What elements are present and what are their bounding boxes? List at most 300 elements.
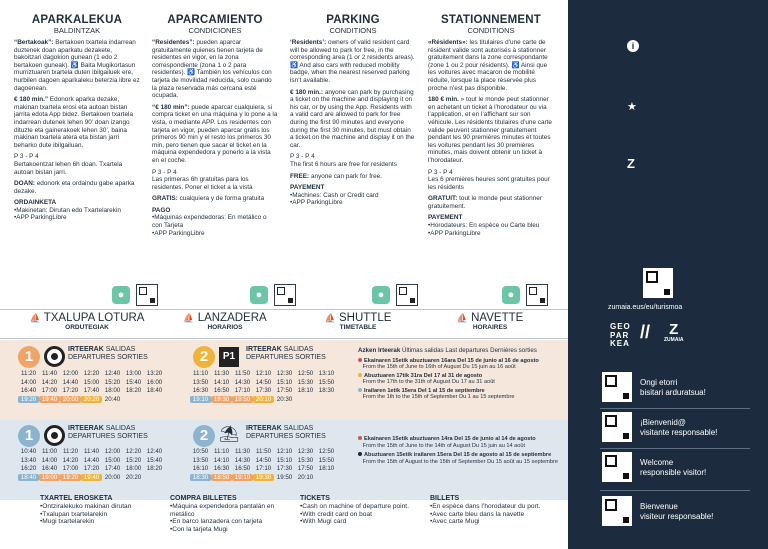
departure-time: 14:40 [83, 456, 100, 464]
departure-time: 17:10 [255, 465, 272, 473]
column-title: APARCAMIENTO [167, 14, 263, 26]
departure-time: 12:00 [104, 448, 121, 455]
column-subtitle: CONDICIONES [188, 26, 242, 35]
departures-en: DEPARTURES [246, 433, 294, 440]
departure-time [144, 396, 165, 404]
departure-times-grid [190, 448, 337, 481]
departure-time: 16:50 [213, 387, 230, 395]
paid-text: Edonork aparka dezake, makinan txartela erosi eta autoan bistan jarrita edota App bidez. Bertakoen txartela indarrean dutenek lehen 90’ doan izango dituzte eta gainerakoek lehen 30’, baina makinan txartela atera eta bistan jarri beharko dute ibilgailuan. [14, 96, 134, 149]
departure-time: 15:00 [83, 378, 100, 386]
qr-code-icon[interactable] [602, 452, 632, 482]
departure-time: 18:40 [146, 387, 163, 395]
departures-en: DEPARTURES [246, 354, 294, 361]
departure-time: 19:20 [18, 396, 39, 404]
contact-label: Oficina de Turismo [644, 177, 699, 184]
period-en: From the 15th of June to the 14th of August [362, 442, 471, 449]
boat-icon: ⛵ [324, 313, 336, 323]
column-title: APARKALEKUA [31, 14, 123, 26]
contact-label: stationnement [644, 75, 685, 82]
welcome-line: Bienvenue [640, 502, 678, 511]
column-english [290, 14, 416, 207]
contact-label: Emergency [644, 233, 677, 240]
timetable-header-spanish [165, 312, 285, 332]
departure-time: 18:40 [18, 474, 39, 482]
period-item [358, 358, 566, 371]
paid-label: € 180 min.” [14, 96, 49, 104]
period-eu: Ekainaren 15etik abuztuaren 14ra [364, 436, 453, 442]
p3-p4-text: Las primeras 6h gratuitas para los residentes. Poner el ticket a la vista [152, 176, 253, 191]
departure-time: 17:40 [83, 387, 100, 395]
geopark-logo-text: PAR [610, 330, 630, 340]
departure-time: 13:00 [125, 370, 142, 377]
header-subtitle: HORAIRES [472, 324, 508, 331]
departure-time: 19:50 [232, 396, 253, 404]
departures-label: IRTEERAK [68, 425, 104, 432]
qr-code-icon[interactable] [643, 268, 673, 298]
payment-machine: •Máquinas expendedoras: En metálico o con Tarjeta [152, 214, 267, 230]
divider [600, 490, 750, 491]
column-spanish [152, 14, 278, 237]
contact-police [644, 100, 695, 143]
last-departures-box [358, 436, 566, 465]
departure-time: 19:10 [190, 396, 211, 404]
payment-machine: •Makinetan: Dirutan edo Txartelarekin [14, 206, 121, 214]
tickets-heading: TICKETS [300, 495, 330, 502]
welcome-basque [640, 378, 706, 398]
departure-time: 15:20 [104, 378, 121, 386]
contact-label: Police municipale [644, 135, 695, 142]
residents-label: “Bertakoak”: [14, 39, 54, 46]
period-item [358, 452, 566, 465]
departure-time: 12:50 [318, 448, 335, 455]
departure-time: 15:40 [146, 456, 163, 464]
residents-label: «Résidents»: [428, 39, 468, 46]
divider [600, 408, 750, 409]
welcome-line: visiteur responsable! [640, 512, 714, 521]
period-dot [358, 358, 362, 362]
header-subtitle: TIMETABLE [339, 324, 377, 331]
geopark-logo-text: KEA [610, 339, 630, 348]
departure-time: 16:20 [20, 465, 37, 473]
departure-time: 20:40 [104, 395, 121, 403]
emergency-number[interactable]: 112 [624, 215, 635, 222]
payment-app: •APP ParkingLibre [152, 229, 205, 237]
departure-time: 15:50 [318, 456, 335, 464]
payment-heading: ORDAINKETA [14, 199, 57, 207]
departures-fr: SORTIES [295, 354, 326, 361]
timetable-header-english [298, 312, 418, 332]
departures-heading [68, 346, 148, 362]
tourism-z-icon: Z [627, 156, 635, 171]
qr-code-icon[interactable] [396, 284, 418, 306]
tickets-item: •Mugi txartelarekin [40, 518, 95, 526]
departures-fr: SORTIES [117, 433, 148, 440]
target-icon [44, 425, 65, 446]
departure-time: 19:00 [39, 474, 60, 482]
departure-time: 17:20 [83, 465, 100, 473]
departure-time: 15:20 [125, 456, 142, 464]
departure-time: 11:30 [213, 370, 230, 377]
departure-time: 18:00 [125, 465, 142, 473]
welcome-french [640, 502, 713, 522]
contact-label: aparkalekuak [644, 51, 683, 58]
departure-time: 15:10 [276, 456, 293, 464]
period-es: Del 15 de agosto al 15 de septiembre [453, 452, 552, 458]
departure-time: 17:30 [276, 465, 293, 473]
departure-time: 20:10 [253, 396, 274, 404]
departure-time: 15:30 [297, 378, 314, 386]
period-item [358, 436, 566, 449]
parking-app-icon[interactable]: ● [502, 286, 520, 304]
departure-time: 14:00 [20, 378, 37, 386]
tickets-heading: BILLETS [430, 495, 460, 502]
free-label: GRATIS: [152, 195, 178, 203]
period-fr: Du 17 au 31 août [451, 379, 495, 385]
target-icon [44, 346, 65, 367]
departure-time: 19:40 [39, 396, 60, 404]
departure-time: 12:10 [255, 370, 272, 377]
tourism-url[interactable]: zumaia.eus/eu/turismoa [608, 304, 683, 311]
departure-time: 13:20 [146, 370, 163, 377]
tickets-english [300, 495, 430, 526]
welcome-line: responsible visitor! [640, 468, 707, 477]
departures-heading [246, 346, 326, 362]
departure-time: 16:00 [146, 378, 163, 386]
departure-time: 11:20 [62, 448, 79, 455]
period-en: From the 15th of August to the 15th of September [362, 458, 486, 465]
column-french [428, 14, 554, 237]
departure-time: 11:10 [192, 370, 209, 377]
geopark-logo-text: GEO [610, 322, 631, 331]
free-text: cualquiera y de forma gratuita [177, 195, 265, 203]
departure-time [144, 474, 165, 482]
period-item [358, 373, 566, 386]
departure-time: 11:30 [234, 448, 251, 455]
departure-time: 12:10 [276, 448, 293, 455]
paid-label: € 180 min.: [290, 88, 324, 96]
tickets-item: •Txalupan txartelarekin [40, 510, 108, 518]
timetable-header-french [430, 312, 550, 332]
tickets-heading: TXARTEL EROSKETA [40, 495, 113, 502]
departure-time: 14:20 [41, 378, 58, 386]
tickets-item: •Ontziralekuko makinan dirutan [40, 502, 132, 510]
departure-time: 14:40 [62, 378, 79, 386]
payment-heading: PAGO [152, 206, 171, 214]
departure-time: 12:20 [125, 448, 142, 455]
departure-time: 11:40 [83, 448, 100, 455]
payment-app: •APP ParkingLibre [14, 214, 67, 222]
departure-time: 20:10 [297, 473, 314, 481]
welcome-spanish [640, 418, 717, 438]
departure-time: 14:10 [213, 456, 230, 464]
departure-time: 14:10 [213, 378, 230, 386]
tickets-item: •Avec carte bleu dans la navette [430, 510, 525, 518]
period-fr: Du 15 juin au 14 août [471, 442, 526, 449]
residents-text: les titulaires d’une carte de résident valide sont autorisés à stationner gratuitement dans la zone correspondante (zone 1 ou 2 pour résidents). ♿ Ainsi que les voitures avec macaron de mobilité réduite, lorsque la place réservée plus proche n’est pas disponible. [428, 39, 548, 92]
contact-emergency [644, 217, 682, 249]
departure-time: 18:30 [190, 474, 211, 482]
departure-time: 11:50 [255, 448, 272, 455]
departure-times-grid [18, 448, 165, 481]
welcome-line: Welcome [640, 458, 674, 467]
p3-p4-heading: P 3 - P 4 [290, 153, 315, 161]
last-dep-en: Last departures [445, 347, 489, 354]
header-title: NAVETTE [471, 312, 524, 324]
paid-label: “€ 180 min”: [152, 103, 190, 111]
free-label: FREE: [290, 172, 310, 180]
last-departures-box [358, 348, 566, 401]
departure-time: 17:10 [234, 387, 251, 395]
departure-time: 12:50 [297, 370, 314, 377]
stop-number-badge: 2 [193, 425, 215, 447]
departures-heading [246, 425, 326, 441]
departure-time: 19:10 [232, 474, 253, 482]
departure-time: 15:00 [104, 456, 121, 464]
slash-logo-icon: // [640, 322, 651, 342]
departures-label: IRTEERAK [246, 346, 282, 353]
tickets-item: •With Mugi card [300, 518, 347, 526]
tickets-basque [40, 495, 170, 526]
tickets-item: •With credit card on boat [300, 510, 372, 518]
departure-time: 13:40 [20, 456, 37, 464]
contact-parking [644, 40, 694, 83]
period-eu: Abuztuaren 15etik irailaren 15era [364, 452, 452, 458]
departure-time: 14:00 [41, 456, 58, 464]
p3-p4-text: The first 6 hours are free for residents [290, 160, 397, 168]
parking-app-icon[interactable]: ● [112, 286, 130, 304]
departure-times-grid [190, 370, 337, 403]
period-es: Del 15 de junio al 14 de agosto [454, 436, 536, 442]
departure-time [316, 396, 337, 404]
qr-code-icon[interactable] [602, 496, 632, 526]
departure-time: 17:50 [297, 465, 314, 473]
period-fr: Du 15 août au 15 septembre [487, 458, 558, 465]
departure-time: 18:30 [318, 387, 335, 395]
departure-time: 16:50 [234, 465, 251, 473]
zumaia-logo [664, 322, 683, 343]
free-label: DOAN: [14, 180, 35, 188]
period-es: Del 1 al 15 de septiembre [417, 387, 485, 394]
period-eu: Irailaren 1etik 15era [364, 387, 417, 394]
p3-p4-text: Bertakoentzat lehen 6h doan. Txartela autoan bistan jarri. [14, 160, 123, 176]
departure-time: 18:20 [146, 465, 163, 473]
departure-time: 17:40 [104, 465, 121, 473]
column-title: PARKING [326, 14, 380, 26]
zumaia-logo-text: ZUMAIA [664, 337, 684, 343]
departures-es: SALIDAS [105, 346, 136, 353]
column-subtitle: BALDINTZAK [53, 26, 101, 35]
period-item [358, 388, 566, 401]
departure-time: 20:20 [125, 473, 142, 481]
departure-time: 18:50 [211, 474, 232, 482]
tickets-item: •Con la tarjeta Mugi [170, 526, 228, 534]
departure-time: 16:40 [41, 465, 58, 473]
parking-app-icon[interactable]: ● [372, 286, 390, 304]
departure-time: 12:40 [104, 370, 121, 377]
departures-label: IRTEERAK [246, 425, 282, 432]
departure-time [316, 474, 337, 482]
contact-label: Emergencias [644, 225, 682, 232]
column-title: STATIONNEMENT [441, 14, 541, 26]
phone-number[interactable]: 943 143 232 [644, 100, 695, 110]
tickets-heading: COMPRA BILLETES [170, 495, 237, 502]
departure-time: 17:30 [255, 387, 272, 395]
geopark-logo [610, 323, 631, 349]
departure-time: 17:50 [276, 387, 293, 395]
welcome-line: Ongi etorri [640, 378, 678, 387]
payment-app: •APP ParkingLibre [428, 229, 481, 237]
period-fr: Du 15 juin au 16 août [462, 364, 516, 370]
departure-time: 17:00 [41, 387, 58, 395]
departures-en: DEPARTURES [68, 433, 116, 440]
p3-p4-heading: P 3 - P 4 [14, 153, 39, 161]
period-dot [358, 436, 362, 440]
boat-icon: ⛵ [456, 313, 468, 323]
qr-code-icon[interactable] [602, 412, 632, 442]
departures-label: IRTEERAK [68, 346, 104, 353]
departure-time: 16:40 [20, 387, 37, 395]
departure-time: 14:20 [62, 456, 79, 464]
period-en: From the 17th to the 31th of August [362, 379, 451, 385]
stop-number-badge: 1 [18, 346, 40, 368]
departure-time: 20:00 [60, 396, 81, 404]
welcome-line: ¡Bienvenid@ [640, 418, 686, 427]
header-title: SHUTTLE [339, 312, 392, 324]
period-en: From the 1th to the 15th of September [362, 394, 458, 400]
departure-times-grid [18, 370, 165, 403]
departure-time: 19:30 [211, 396, 232, 404]
zumaia-z-icon: Z [669, 321, 679, 338]
period-dot [358, 452, 362, 456]
departure-time [295, 396, 316, 404]
period-es: Del 17 al 31 de agosto [423, 372, 483, 379]
qr-code-icon[interactable] [602, 372, 632, 402]
qr-code-icon[interactable] [526, 284, 548, 306]
departure-time: 10:50 [192, 448, 209, 455]
last-dep-es: Últimas salidas [402, 347, 444, 354]
period-dot [358, 373, 362, 377]
tickets-item: •Cash on machine of departure point. [300, 502, 409, 510]
residents-text: Bertakoen txartela indarrean duztenek doan aparkatu dezakete, bakoitzari dagokion gunean (1 edo 2 bertakoen guneak). ♿ Baita Mugikortasun murriztuaren txartela duten ibilgailuek ere, hurbilen dagoen aparkaleku beterzia libre ez dagoenean. [14, 39, 140, 92]
phone-number[interactable]: 943 143 396 [644, 158, 695, 168]
departure-time: 11:40 [41, 370, 58, 377]
contact-label: aparcamientos [644, 59, 687, 66]
tickets-item: •Avec carte Mugi [430, 518, 480, 526]
departure-time: 11:10 [213, 448, 230, 455]
departure-time: 13:50 [192, 378, 209, 386]
departure-time: 20:00 [104, 473, 121, 481]
departure-time: 15:50 [318, 378, 335, 386]
departure-time: 16:30 [213, 465, 230, 473]
free-text: tout le monde peut stationner gratuitement. [428, 195, 542, 210]
departure-time: 12:40 [146, 448, 163, 455]
contact-tourism [644, 158, 698, 201]
parking-app-icon[interactable]: ● [250, 286, 268, 304]
departure-time: 16:10 [192, 465, 209, 473]
departure-time: 12:20 [83, 370, 100, 377]
header-subtitle: ORDUTEGIAK [65, 324, 109, 331]
departure-time: 11:50 [234, 370, 251, 377]
departure-time: 12:00 [62, 370, 79, 377]
departure-time: 11:00 [41, 448, 58, 455]
free-text: anyone can park for free. [309, 172, 383, 180]
tickets-french [430, 495, 560, 526]
residents-label: “Residentes”: [152, 39, 195, 46]
departures-es: SALIDAS [105, 425, 136, 432]
divider [600, 448, 750, 449]
stop-number-badge: 1 [18, 425, 40, 447]
last-dep-fr: Dernières sorties [490, 347, 537, 354]
contact-label: Urgences [644, 241, 672, 248]
free-label: GRATUIT: [428, 195, 458, 203]
contact-label: Local police [644, 127, 679, 134]
period-fr: Du 1 au 15 septembre [459, 394, 515, 400]
departure-time: 14:50 [255, 378, 272, 386]
column-basque [14, 14, 140, 222]
phone-number[interactable]: 644 192 369 [644, 40, 695, 50]
departures-es: SALIDAS [283, 425, 314, 432]
departure-time: 19:20 [60, 474, 81, 482]
paid-text: » tout le monde peut stationner en achetant un ticket à l’horodateur ou via l’application, et en l’affichant sur son véhicule. Les résidents titulaires d’une carte valide peuvent stationner gratuitement pendant les 90 premières minutes et toutes les voitures pendant les 30 premières minutes, mais doivent obtenir un ticket à l’horodateur. [428, 96, 552, 164]
departure-time: 18:10 [318, 465, 335, 473]
column-subtitle: CONDITIONS [329, 26, 377, 35]
payment-heading: PAYEMENT [428, 214, 463, 222]
residents-text: pueden aparcar gratuitamente quienes tienen tarjeta de residentes en vigor, en la zona correspondiente (zona 1 o 2 para residentes). ♿ También los vehículos con tarjeta de movilidad reducida, solo cuando la plaza reservada más cercana esté ocupada. [152, 39, 272, 100]
payment-heading: PAYEMENT [290, 184, 325, 192]
parking-p1-badge: P1 [219, 347, 239, 367]
departures-es: SALIDAS [283, 346, 314, 353]
departure-time: 17:20 [62, 387, 79, 395]
period-en: From the 15th of June to 16th of August [362, 364, 461, 370]
departure-time: 18:20 [125, 387, 142, 395]
column-subtitle: CONDITIONS [467, 26, 515, 35]
departure-time: 15:30 [297, 456, 314, 464]
tickets-item: •Máquina expendedora pantalán en metálico [170, 502, 275, 518]
payment-machine: •Horodateurs: En espèce ou Carte bleu [428, 222, 540, 230]
contact-label: Policía municipal [644, 119, 693, 126]
period-eu: Abuztuaren 17tik 31ra [364, 372, 423, 379]
p3-p4-heading: P 3 - P 4 [428, 168, 453, 176]
contact-label: Turismo Bulegoa [644, 169, 693, 176]
departure-time: 16:30 [192, 387, 209, 395]
qr-code-icon[interactable] [274, 284, 296, 306]
info-icon: i [627, 40, 639, 52]
contact-label: Udaltzaingoa [644, 111, 682, 118]
payment-machine: •Machines: Cash or Credit card [290, 191, 379, 199]
residents-text: owners of valid resident card will be allowed to park for free, in the corresponding area (1 or 2 residents areas). ♿ And also cars with reduced mobility badge, when the nearest reserved parking isn’t available. [290, 39, 415, 84]
qr-code-icon[interactable] [136, 284, 158, 306]
departure-time: 18:10 [297, 387, 314, 395]
welcome-line: visitante responsable! [640, 428, 718, 437]
tickets-item: •En espèce dans l’horodateur du port. [430, 502, 541, 510]
free-text: edonork eta ordaindu gabe aparka dezake. [14, 180, 135, 195]
contact-label: Larrialdiak [644, 217, 674, 224]
paid-text: anyone can park by purchasing a ticket on the machine and displaying it on his car, or by using the App. Residents with a valid card are allowed to park for free during the first 90 minutes and everyone during the first 30 minutes, but must obtain a ticket on the machine and display it on the car. [290, 88, 415, 149]
departure-time: 14:30 [234, 456, 251, 464]
paid-label: 180 € min. [428, 96, 459, 104]
header-title: TXALUPA LOTURA [43, 312, 145, 324]
beach-umbrella-icon: ⛱ [219, 426, 240, 443]
contact-label: Office de Tourisme [644, 193, 698, 200]
payment-app: •APP ParkingLibre [290, 199, 343, 207]
departure-time [123, 396, 144, 404]
contact-label: Tourist Office [644, 185, 682, 192]
departure-time: 15:40 [125, 378, 142, 386]
contact-label: parking [644, 67, 666, 74]
departure-time: 20:30 [276, 395, 293, 403]
police-badge-icon: ★ [627, 101, 637, 113]
stop-number-badge: 2 [193, 346, 215, 368]
